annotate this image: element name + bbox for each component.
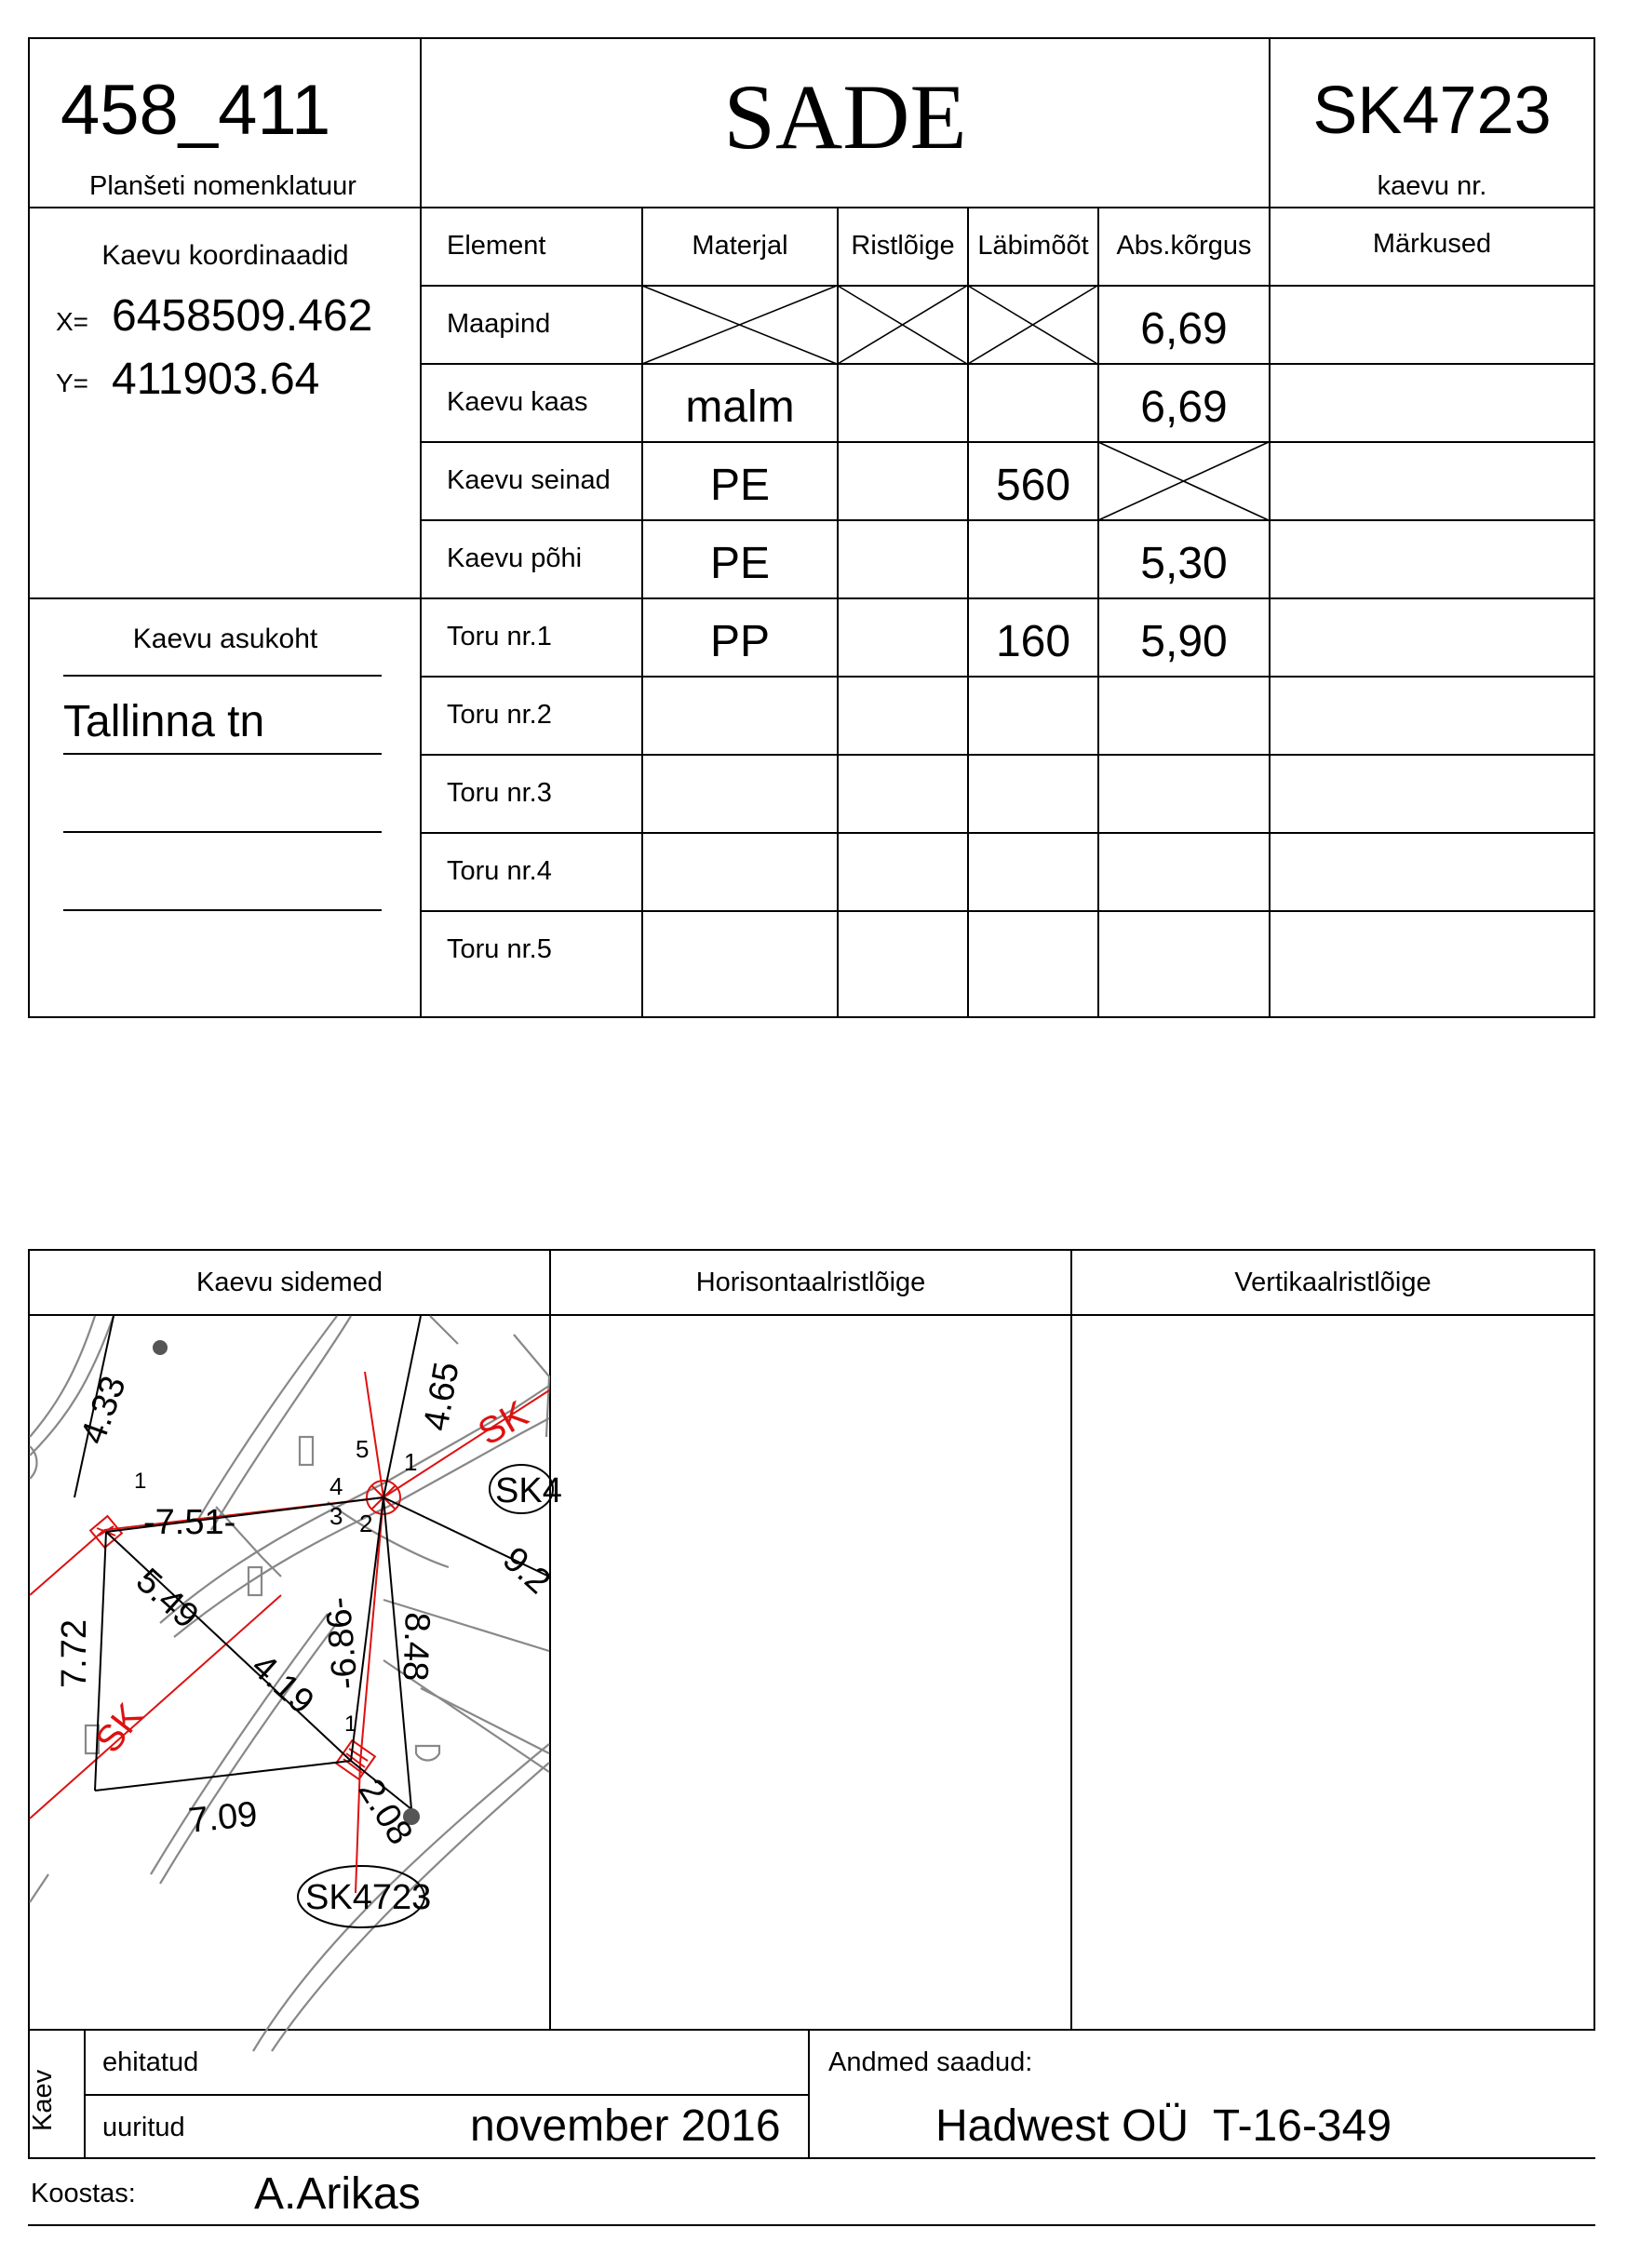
well-label: kaevu nr.	[1377, 171, 1487, 201]
dist-848: 8.48	[395, 1611, 437, 1683]
col-header-material: Materjal	[692, 231, 788, 261]
num-3: 3	[329, 1502, 343, 1530]
row-element: Toru nr.2	[447, 700, 552, 730]
section-title-connections: Kaevu sidemed	[196, 1268, 383, 1297]
y-value: 411903.64	[112, 355, 320, 404]
location-label: Kaevu asukoht	[132, 624, 318, 654]
well-label-right: SK4	[495, 1471, 562, 1510]
row-diameter: 560	[995, 461, 1071, 510]
row-elevation: 6,69	[1140, 304, 1228, 354]
num-5: 5	[356, 1435, 370, 1463]
row-material: PE	[709, 461, 771, 510]
row-diameter: 160	[995, 617, 1071, 666]
well-number: SK4723	[1312, 74, 1552, 148]
built-label: ehitatud	[102, 2047, 199, 2077]
dist-772: 7.72	[55, 1619, 94, 1688]
row-material: malm	[685, 382, 795, 432]
col-header-notes: Märkused	[1372, 229, 1492, 259]
row-elevation: 5,90	[1140, 617, 1228, 666]
row-element: Maapind	[447, 309, 551, 339]
row-element: Toru nr.1	[447, 622, 552, 651]
page-title: SADE	[723, 65, 967, 168]
row-material: PP	[709, 617, 771, 666]
measured-label: uuritud	[102, 2113, 185, 2142]
row-element: Toru nr.5	[447, 934, 552, 964]
sk-label-right: SK	[471, 1393, 535, 1454]
row-element: Kaevu seinad	[447, 465, 611, 495]
col-header-elevation: Abs.kõrgus	[1116, 231, 1252, 261]
connections-sketch	[30, 1316, 562, 2029]
x-value: 6458509.462	[112, 291, 373, 341]
num-4: 4	[329, 1472, 343, 1500]
dist-9: 9.2	[494, 1539, 558, 1603]
dist-419: 4.19	[243, 1646, 322, 1723]
sheet-label: Planšeti nomenklatuur	[89, 171, 356, 201]
num-1a: 1	[134, 1469, 147, 1494]
sk-label-left: SK	[87, 1696, 151, 1761]
section-title-vertical: Vertikaalristlõige	[1234, 1268, 1432, 1297]
row-element: Kaevu kaas	[447, 387, 588, 417]
section-title-horizontal: Horisontaalristlõige	[695, 1268, 926, 1297]
num-1c: 1	[344, 1711, 357, 1737]
data-source-value: Hadwest OÜ T-16-349	[935, 2101, 1392, 2151]
dist-465: 4.65	[416, 1359, 467, 1434]
location-line-1: Tallinna tn	[63, 697, 265, 746]
measured-value: november 2016	[470, 2101, 781, 2151]
well-label: SK4723	[305, 1878, 432, 1917]
coordinates-label: Kaevu koordinaadid	[101, 240, 349, 271]
row-elevation: 6,69	[1140, 382, 1228, 432]
col-header-element: Element	[447, 231, 546, 261]
x-label: X=	[56, 307, 89, 336]
dist-433: 4.33	[73, 1371, 134, 1450]
kaev-label: Kaev	[28, 2069, 58, 2131]
dist-751: -7.51-	[143, 1503, 236, 1542]
dist-686: -6.86-	[318, 1595, 366, 1691]
dist-208: 2.08	[350, 1772, 421, 1852]
num-1b: 1	[404, 1448, 418, 1476]
y-label: Y=	[56, 369, 89, 397]
sheet-number: 458_411	[61, 71, 331, 150]
dist-549: 5.49	[128, 1561, 207, 1637]
compiled-label: Koostas:	[31, 2179, 136, 2208]
row-element: Toru nr.4	[447, 856, 552, 886]
num-2: 2	[359, 1510, 373, 1537]
row-element: Toru nr.3	[447, 778, 552, 808]
col-header-cross-section: Ristlõige	[851, 231, 955, 261]
row-element: Kaevu põhi	[447, 544, 583, 573]
row-elevation: 5,30	[1140, 539, 1228, 588]
col-header-diameter: Läbimõõt	[977, 231, 1089, 261]
data-source-label: Andmed saadud:	[828, 2047, 1033, 2077]
compiled-value: A.Arikas	[254, 2169, 421, 2219]
row-material: PE	[709, 539, 771, 588]
dist-709: 7.09	[186, 1794, 260, 1841]
